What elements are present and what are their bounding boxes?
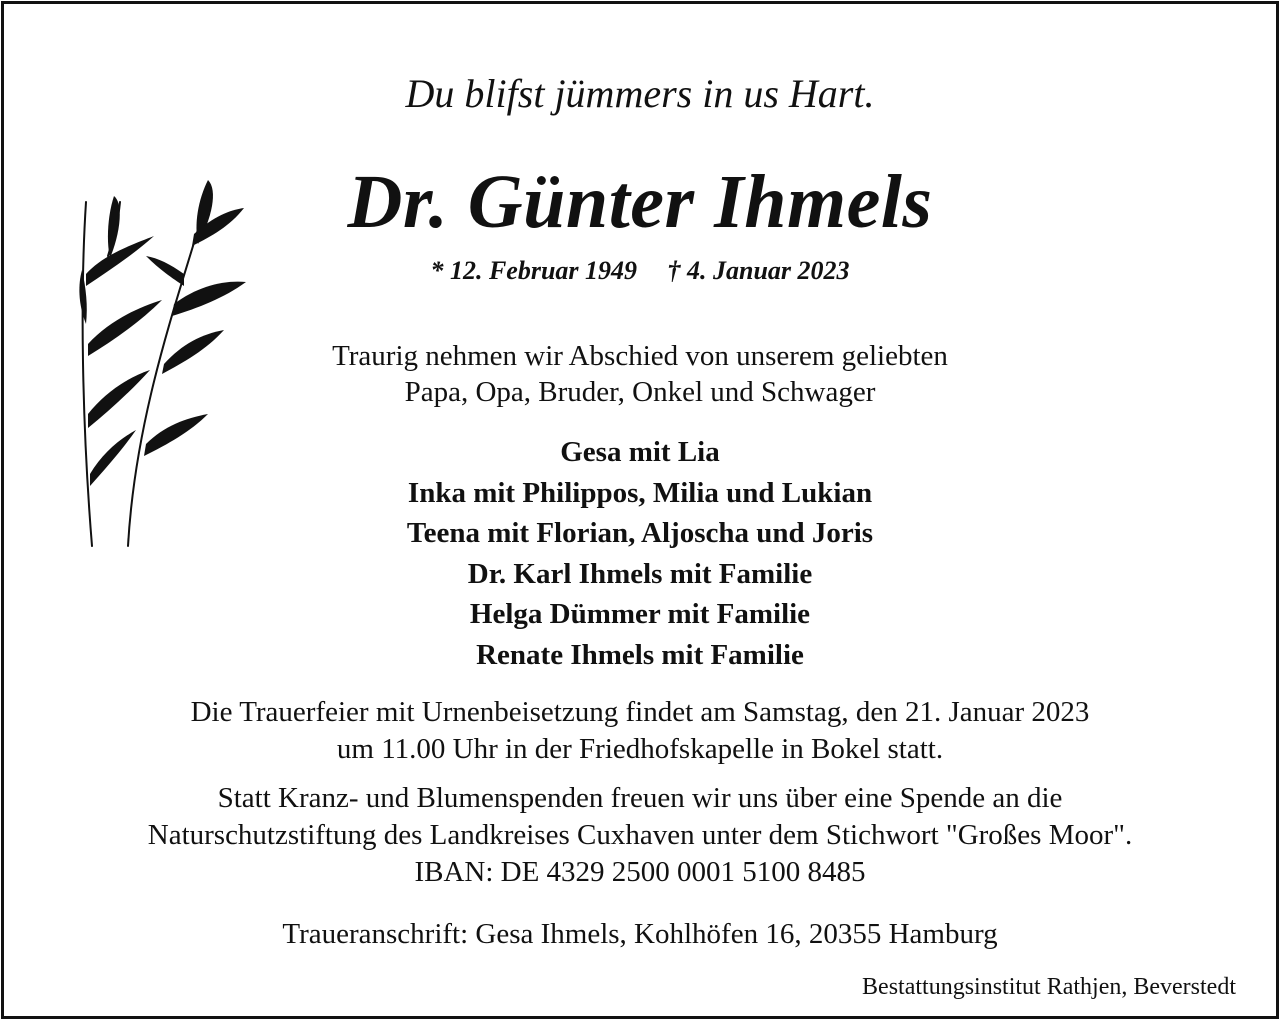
obituary-notice <box>1 1 1279 1019</box>
ceremony-line: Die Trauerfeier mit Urnenbeisetzung findet am Samstag, den 21. Januar 2023 <box>190 696 1090 728</box>
mourning-address: Traueranschrift: Gesa Ihmels, Kohlhöfen 16, 20355 Hamburg <box>282 918 998 950</box>
mourners-list <box>4 432 1276 675</box>
mourner-entry: Helga Dümmer mit Familie <box>469 598 811 630</box>
death-date: † 4. Januar 2023 <box>667 256 850 285</box>
intro-line: Traurig nehmen wir Abschied von unserem geliebten <box>332 340 948 372</box>
mourner-entry: Renate Ihmels mit Familie <box>476 638 804 671</box>
intro-line: Papa, Opa, Bruder, Onkel und Schwager <box>404 376 876 408</box>
ceremony-line: um 11.00 Uhr in der Friedhofskapelle in Bokel statt. <box>336 733 944 765</box>
ceremony-info <box>4 694 1276 768</box>
life-dates <box>4 256 1276 286</box>
mourner-entry: Dr. Karl Ihmels mit Familie <box>467 557 813 590</box>
intro-text <box>4 338 1276 410</box>
motto: Du blifst jümmers in us Hart. <box>405 71 875 116</box>
mourner-entry: Teena mit Florian, Aljoscha und Joris <box>406 517 874 549</box>
mourner-entry: Inka mit Philippos, Milia und Lukian <box>407 476 873 509</box>
donation-info <box>4 780 1276 891</box>
deceased-name: Dr. Günter Ihmels <box>347 160 933 244</box>
donation-line: Statt Kranz- und Blumenspenden freuen wir uns über eine Spende an die <box>217 782 1063 814</box>
undertaker: Bestattungsinstitut Rathjen, Beverstedt <box>862 974 1236 1000</box>
iban: IBAN: DE 4329 2500 0001 5100 8485 <box>414 856 866 888</box>
donation-line: Naturschutzstiftung des Landkreises Cuxhaven unter dem Stichwort "Großes Moor". <box>147 819 1133 851</box>
mourner-entry: Gesa mit Lia <box>560 436 720 468</box>
birth-date: * 12. Februar 1949 <box>430 256 638 285</box>
